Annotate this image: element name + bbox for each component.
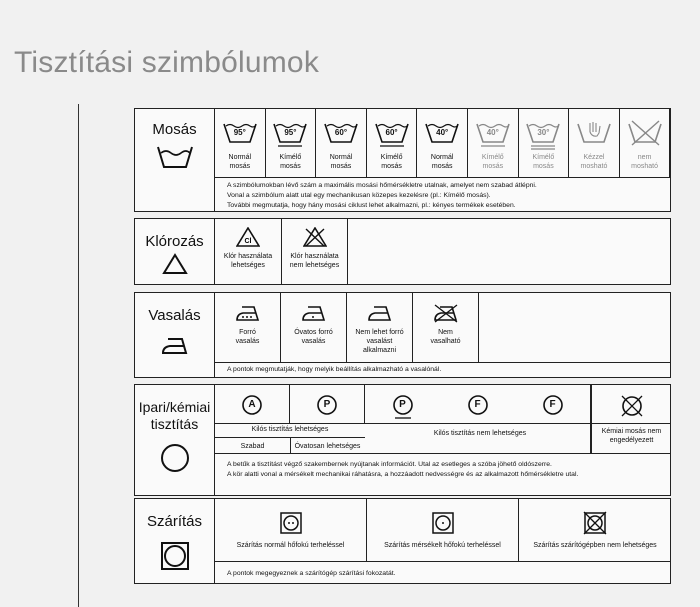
washing-row <box>134 108 671 212</box>
solvent-letter: P <box>323 399 331 410</box>
drycleaning-divider <box>215 423 671 424</box>
drycleaning-notes <box>227 460 667 480</box>
iron-label <box>413 328 478 346</box>
caption-line: mosható <box>580 163 608 170</box>
solvent-icon <box>313 393 341 421</box>
ironing-row <box>134 292 671 378</box>
crossed-circle-icon <box>619 393 645 419</box>
caption-line: mosás <box>280 163 301 170</box>
title-line: Ipari/kémiai <box>138 399 211 415</box>
wash-icon <box>220 118 260 152</box>
solvent-symbol-cell <box>290 385 365 423</box>
caption-line: Klór használata <box>290 253 339 260</box>
wash-icon <box>523 118 563 152</box>
drying-symbol-cell <box>367 499 519 561</box>
ironing-header <box>135 293 215 377</box>
caption-line: engedélyezett <box>609 437 654 444</box>
drying-icon <box>279 511 303 535</box>
washing-notes <box>227 181 667 211</box>
caption-line: vasalás <box>301 338 326 345</box>
wash-label <box>316 153 366 171</box>
washing-note: A szimbólumokban lévő szám a maximális mosási hőmérsékletre utalnak, amelyet nem szabad átlépni. <box>227 182 537 189</box>
caption-line: vasalást <box>366 338 393 345</box>
wash-symbol-cell <box>468 109 519 177</box>
wash-symbol-cell <box>519 109 570 177</box>
wash-temp: 40° <box>436 128 449 137</box>
solvent-icon <box>539 393 567 421</box>
caption-line: alkalmazni <box>362 347 397 354</box>
washing-header <box>135 109 215 211</box>
bleach-allowed-label <box>215 252 281 270</box>
drying-note: A pontok megegyeznek a szárítógép szárítási fokozatát. <box>227 570 396 577</box>
drying-label: Szárítás normál hőfokú terheléssel <box>236 542 345 549</box>
solvent-letter: A <box>248 399 256 410</box>
wash-temp: 40° <box>486 128 499 137</box>
wash-icon <box>473 118 513 152</box>
solvent-symbol-cell <box>515 385 591 453</box>
wash-symbol-cell <box>417 109 468 177</box>
solvent-letter: P <box>399 399 406 410</box>
iron-label <box>281 328 346 346</box>
wash-temp: 95° <box>233 128 246 137</box>
washtub-icon <box>156 143 194 169</box>
caption-line: Kézzel <box>583 154 605 161</box>
ironing-divider <box>215 362 671 363</box>
possible-label: Kilós tisztítás lehetséges <box>251 426 329 433</box>
drying-icon <box>583 511 607 535</box>
gently-label: Óvatosan lehetséges <box>294 443 361 450</box>
caption-line: Nem lehet forró <box>355 329 404 336</box>
iron-symbol-cell <box>281 293 347 362</box>
wash-icon <box>270 118 310 152</box>
solvent-letter: F <box>549 399 556 410</box>
solvent-letter: F <box>474 399 481 410</box>
drycleaning-note: A betűk a tisztítást végző szakembernek nyújtanak információt. Utal az esetleges a szóba jöhető oldószerre. <box>227 461 552 468</box>
not-possible-label: Kilós tisztítás nem lehetséges <box>433 430 527 437</box>
washing-note: További megmutatja, hogy hány mosási ciklust lehet alkalmazni, pl.: kényes termékek esetében. <box>227 202 516 209</box>
iron-icon <box>432 303 460 323</box>
solvent-icon <box>464 393 492 421</box>
wash-label <box>266 153 316 171</box>
caption-line: mosás <box>330 163 352 170</box>
caption-line: Forró <box>239 329 256 336</box>
caption-line: Klór használata <box>223 253 273 260</box>
drying-divider <box>215 561 671 562</box>
caption-line: Normál <box>430 154 454 161</box>
caption-line: Kímélő <box>279 154 302 161</box>
caption-line: mosható <box>631 163 659 170</box>
bleaching-header <box>135 219 215 284</box>
bleach-forbidden-label <box>282 252 347 270</box>
wash-symbol-cell <box>620 109 671 177</box>
drycleaning-title <box>135 399 214 433</box>
drying-symbol-cell <box>215 499 367 561</box>
solvent-symbol-cell <box>440 385 515 453</box>
solvent-symbol-cell <box>365 385 440 453</box>
caption-line: nem <box>637 154 652 161</box>
caption-line: Nem <box>438 329 453 336</box>
solvent-icon <box>389 393 417 421</box>
drying-icon <box>431 511 455 535</box>
wash-icon <box>372 118 412 152</box>
wash-label <box>417 153 467 171</box>
tumble-dry-icon <box>160 541 190 571</box>
bleach-allowed-cell <box>215 219 282 284</box>
caption-line: mosás <box>533 163 554 170</box>
iron-icon <box>160 335 190 355</box>
drycleaning-notes-divider <box>215 453 671 454</box>
ironing-note: A pontok megmutatják, hogy melyik beállítás alkalmazható a vasalónál. <box>227 366 442 373</box>
drying-title: Szárítás <box>146 513 203 530</box>
caption-line: nem lehetséges <box>289 262 340 269</box>
iron-label <box>347 328 412 355</box>
wash-temp: 95° <box>284 128 297 137</box>
caption-line: mosás <box>381 163 402 170</box>
iron-icon <box>366 303 394 323</box>
drycleaning-forbidden-label <box>592 427 671 445</box>
chlorine-triangle-icon <box>236 227 260 247</box>
circle-icon <box>160 443 190 473</box>
wash-icon <box>321 118 361 152</box>
iron-label <box>215 328 280 346</box>
bleaching-row <box>134 218 671 285</box>
washing-divider <box>215 177 671 178</box>
drying-label: Szárítás mérsékelt hőfokú terheléssel <box>384 542 501 549</box>
caption-line: mosás <box>229 163 251 170</box>
solvent-symbol-cell <box>215 385 290 423</box>
bleaching-title: Klórozás <box>145 233 204 250</box>
ironing-title: Vasalás <box>148 307 201 324</box>
drycleaning-note: A kör alatti vonal a mérsékelt mechanikai ráhatásra, a hozzáadott nedvességre és az alkalmazott hőmérsékletre utal. <box>227 471 579 478</box>
drying-symbol-cell <box>519 499 671 561</box>
bleach-forbidden-cell <box>282 219 348 284</box>
wash-temp: 60° <box>385 128 398 137</box>
wash-icon <box>422 118 462 152</box>
wash-temp: 30° <box>537 128 550 137</box>
wash-label <box>620 153 670 171</box>
caption-line: lehetséges <box>231 262 265 269</box>
wash-symbol-cell <box>316 109 367 177</box>
carefully-label: Szabad <box>240 443 265 450</box>
margin-rule <box>78 104 79 607</box>
wash-symbol-cell <box>569 109 620 177</box>
wash-symbol-cell <box>215 109 266 177</box>
wash-label <box>215 153 265 171</box>
caption-line: Normál <box>329 154 353 161</box>
drycleaning-row <box>134 384 671 496</box>
drying-header <box>135 499 215 583</box>
caption-line: mosás <box>431 163 453 170</box>
iron-icon <box>300 303 328 323</box>
title-line: tisztítás <box>150 416 199 432</box>
drying-label: Szárítás szárítógépben nem lehetséges <box>533 542 657 549</box>
iron-symbol-cell <box>347 293 413 362</box>
caption-line: Kémiai mosás nem <box>601 428 662 435</box>
wash-label <box>569 153 619 171</box>
wash-symbol-cell <box>367 109 418 177</box>
caption-line: Normál <box>228 154 252 161</box>
wash-label <box>468 153 518 171</box>
svg-text:Cl: Cl <box>244 238 252 245</box>
wash-label <box>519 153 569 171</box>
wash-temp: 60° <box>334 128 348 137</box>
caption-line: vasalás <box>235 338 260 345</box>
washing-note: Vonal a szimbólum alatt utal egy mechanikusan közepes kezelésre (pl.: Kímélő mosás). <box>227 192 491 199</box>
wash-label <box>367 153 417 171</box>
page-title: Tisztítási szimbólumok <box>14 46 320 79</box>
washing-title: Mosás <box>152 121 197 138</box>
drycleaning-forbidden-cell <box>591 385 671 453</box>
caption-line: mosás <box>482 163 504 170</box>
wash-symbol-cell <box>266 109 317 177</box>
triangle-icon <box>162 253 188 275</box>
drying-row <box>134 498 671 584</box>
caption-line: vasalható <box>430 338 461 345</box>
iron-symbol-cell <box>413 293 479 362</box>
wash-icon <box>625 118 665 152</box>
caption-line: Kímélő <box>481 154 504 161</box>
caption-line: Kímélő <box>532 154 555 161</box>
drycleaning-header <box>135 385 215 495</box>
caption-line: Óvatos forró <box>294 329 333 336</box>
wash-icon <box>574 118 614 152</box>
iron-symbol-cell <box>215 293 281 362</box>
solvent-icon <box>238 393 266 421</box>
caption-line: Kímélő <box>380 154 403 161</box>
crossed-triangle-icon <box>303 227 327 247</box>
iron-icon <box>234 303 262 323</box>
